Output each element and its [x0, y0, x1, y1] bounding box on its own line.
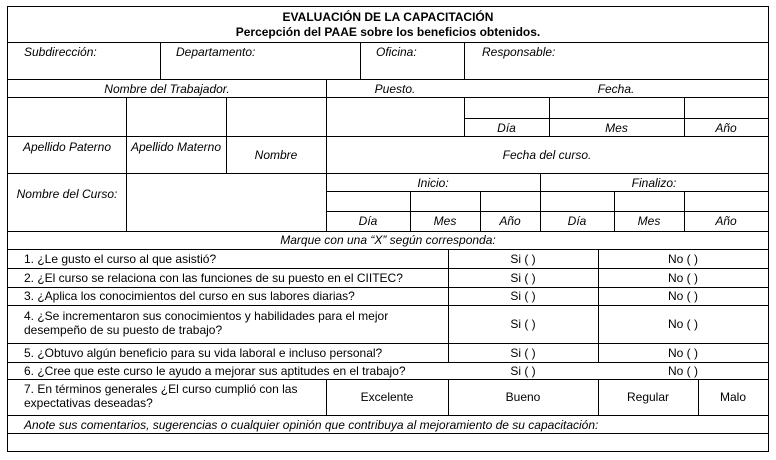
question-4-no[interactable]: No ( ) [668, 317, 698, 331]
question-1-yes[interactable]: Si ( ) [510, 252, 536, 266]
fin-anio-label: Año [715, 214, 737, 228]
comments-field[interactable] [8, 434, 768, 451]
course-name-label: Nombre del Curso: [16, 187, 118, 201]
option-bueno[interactable]: Bueno [505, 390, 541, 404]
rule [8, 173, 768, 174]
rule [8, 249, 768, 250]
rule [8, 268, 768, 269]
rule [8, 136, 768, 137]
rule [8, 379, 768, 380]
oficina-label: Oficina: [376, 45, 417, 59]
question-2: 2. ¿El curso se relaciona con las funciones de su puesto en el CIITEC? [24, 271, 403, 285]
inicio-dia-label: Día [358, 214, 378, 228]
question-3-yes[interactable]: Si ( ) [510, 289, 536, 303]
rule [8, 305, 768, 306]
evaluation-form [7, 6, 769, 452]
fecha-mes-label: Mes [605, 121, 628, 135]
puesto-header: Puesto. [374, 82, 416, 96]
inicio-label: Inicio: [417, 176, 449, 190]
question-3-no[interactable]: No ( ) [668, 289, 698, 303]
rule [8, 415, 768, 416]
form-subtitle: Percepción del PAAE sobre los beneficios obtenidos. [235, 25, 541, 39]
question-7: 7. En términos generales ¿El curso cumplió con las expectativas deseadas? [24, 382, 298, 410]
question-1-no[interactable]: No ( ) [668, 252, 698, 266]
rule [8, 97, 768, 98]
responsable-label: Responsable: [482, 45, 556, 59]
question-3: 3. ¿Aplica los conocimientos del curso en sus labores diarias? [24, 289, 355, 303]
inicio-anio-label: Año [499, 214, 521, 228]
option-regular[interactable]: Regular [626, 390, 670, 404]
comments-label: Anote sus comentarios, sugerencias o cualquier opinión que contribuya al mejoramiento de su capacitación: [24, 418, 599, 432]
question-5-yes[interactable]: Si ( ) [510, 346, 536, 360]
rule [8, 362, 768, 363]
rule [8, 231, 768, 232]
rule [326, 191, 768, 192]
worker-name-header: Nombre del Trabajador. [104, 82, 230, 96]
finalizo-label: Finalizo: [631, 176, 677, 190]
form-title: EVALUACIÓN DE LA CAPACITACIÓN [282, 10, 494, 24]
departamento-label: Departamento: [176, 45, 256, 59]
rule [326, 211, 768, 212]
rule [8, 343, 768, 344]
question-6-yes[interactable]: Si ( ) [510, 364, 536, 378]
apellido-paterno-label: Apellido Paterno [22, 140, 112, 154]
nombre-label: Nombre [254, 148, 298, 162]
instruction-text: Marque con una “X” según corresponda: [280, 233, 496, 247]
question-6: 6. ¿Cree que este curso le ayudo a mejorar sus aptitudes en el trabajo? [24, 364, 406, 378]
question-1: 1. ¿Le gusto el curso al que asistió? [24, 252, 217, 266]
question-2-no[interactable]: No ( ) [668, 271, 698, 285]
fecha-header: Fecha. [597, 82, 635, 96]
fin-mes-label: Mes [637, 214, 661, 228]
question-5-no[interactable]: No ( ) [668, 346, 698, 360]
option-excelente[interactable]: Excelente [360, 390, 414, 404]
rule [126, 97, 127, 231]
question-4: 4. ¿Se incrementaron sus conocimientos y habilidades para el mejor desempeño de su puesto de trabajo? [24, 309, 389, 337]
inicio-mes-label: Mes [433, 214, 457, 228]
rule [8, 79, 768, 80]
apellido-materno-label: Apellido Materno [130, 140, 222, 154]
fin-dia-label: Día [567, 214, 587, 228]
rule [464, 42, 465, 79]
question-6-no[interactable]: No ( ) [668, 364, 698, 378]
fecha-dia-label: Día [497, 121, 516, 135]
subdireccion-label: Subdirección: [24, 45, 97, 59]
question-2-yes[interactable]: Si ( ) [510, 271, 536, 285]
option-malo[interactable]: Malo [719, 390, 746, 404]
rule [8, 287, 768, 288]
fecha-anio-label: Año [715, 121, 737, 135]
fecha-curso-label: Fecha del curso. [502, 148, 592, 162]
question-4-yes[interactable]: Si ( ) [510, 317, 536, 331]
rule [8, 42, 768, 43]
rule [360, 42, 361, 79]
rule [160, 42, 161, 79]
rule [464, 118, 768, 119]
question-5: 5. ¿Obtuvo algún beneficio para su vida laboral e incluso personal? [24, 346, 383, 360]
